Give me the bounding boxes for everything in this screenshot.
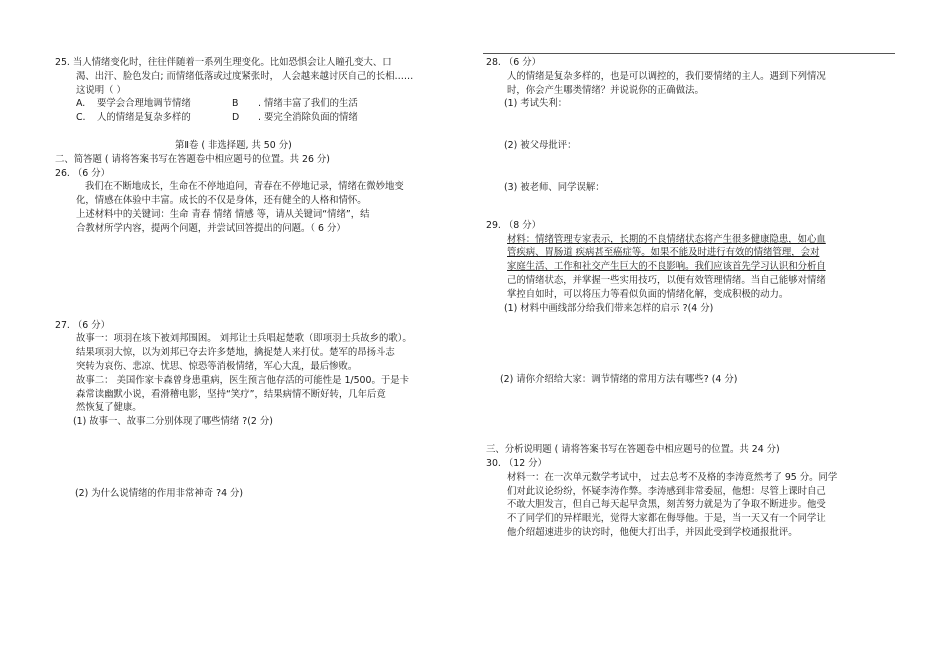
q26-line: 上述材料中的关键词：生命 青春 情绪 情感 等，请从关键词“情绪”，结 bbox=[76, 208, 370, 220]
option-key: C. bbox=[76, 112, 86, 124]
q29-sub1: (1) 材料中画线部分给我们带来怎样的启示 ?(4 分) bbox=[504, 302, 714, 314]
q25-line: 25. 当人情绪变化时，往往伴随着一系列生理变化。比如恐惧会让人瞳孔变大、口 bbox=[55, 57, 392, 68]
q27-line: 突转为哀伤、悲凉、忧思、惊恐等消极情绪，军心大乱，最后惨败。 bbox=[76, 360, 358, 372]
q29-underlined-line: 材料：情绪管理专家表示，长期的不良情绪状态将产生很多健康隐患，如心血 bbox=[507, 233, 826, 245]
section2-heading: 二、简答题 ( 请将答案书写在答题卷中相应题号的位置。共 26 分) bbox=[55, 153, 330, 165]
option-key: B bbox=[232, 98, 239, 110]
q25-line: 这说明（ ） bbox=[76, 84, 126, 96]
q29-line: 掌控自如时，可以将压力等看似负面的情绪化解，变成积极的动力。 bbox=[507, 288, 789, 300]
option-key: D bbox=[232, 112, 240, 124]
q30-head: 30. （12 分） bbox=[486, 457, 547, 469]
question-30 bbox=[486, 457, 904, 540]
q30-line: 们对此议论纷纷，怀疑李涛作弊。李涛感到非常委屈，他想：尽管上课时自己 bbox=[507, 485, 826, 497]
option-text: 人的情绪是复杂多样的 bbox=[97, 112, 191, 124]
question-29 bbox=[486, 219, 904, 387]
question-28 bbox=[486, 56, 904, 195]
q30-line: 材料一：在一次单元数学考试中， 过去总考不及格的李涛竟然考了 95 分。同学 bbox=[507, 471, 838, 483]
question-25 bbox=[55, 56, 473, 125]
q28-sub3: (3) 被老师、同学误解： bbox=[504, 181, 605, 193]
q27-sub2: (2) 为什么说情绪的作用非常神奇 ?4 分) bbox=[75, 487, 244, 499]
option-text: . 情绪丰富了我们的生活 bbox=[258, 98, 358, 110]
right-column bbox=[486, 56, 904, 540]
q27-sub1: (1) 故事一、故事二分别体现了哪些情绪 ?(2 分) bbox=[73, 416, 273, 428]
q30-line: 不敢大胆发言，但自己每天起早贪黑，刻苦努力就是为了争取不断进步。他受 bbox=[507, 499, 826, 511]
q27-head: 27. （6 分） bbox=[55, 319, 110, 331]
option-text: . 要完全消除负面的情绪 bbox=[258, 112, 358, 124]
q29-sub2: (2) 请你介绍给大家：调节情绪的常用方法有哪些? (4 分) bbox=[500, 374, 738, 386]
question-27 bbox=[55, 319, 473, 501]
section3-heading: 三、分析说明题 ( 请将答案书写在答题卷中相应题号的位置。共 24 分) bbox=[486, 444, 780, 456]
q27-line: 结果项羽大惊，以为刘邦已夺去许多楚地，擒捉楚人来打仗。楚军的昂扬斗志 bbox=[76, 347, 395, 359]
q28-line: 人的情绪是复杂多样的，也是可以调控的，我们要情绪的主人。遇到下列情况 bbox=[507, 70, 826, 82]
q27-line: 故事一：项羽在垓下被刘邦围困。 刘邦让士兵唱起楚歌（即项羽士兵故乡的歌）。 bbox=[76, 333, 412, 345]
question-26 bbox=[55, 167, 473, 236]
q27-line: 故事二： 美国作家卡森曾身患重病，医生预言他存活的可能性是 1/500。于是卡 bbox=[76, 374, 409, 386]
option-key: A. bbox=[76, 98, 86, 110]
top-rule bbox=[483, 53, 895, 54]
q26-line: 我们在不断地成长，生命在不停地追问，青春在不停地记录，情绪在微妙地变 bbox=[85, 181, 404, 193]
q25-option-row bbox=[55, 111, 473, 125]
q26-line: 合教材所学内容，提两个问题，并尝试回答提出的问题。（ 6 分） bbox=[76, 222, 346, 234]
q25-line: 渴、出汗、脸色发白; 而情绪低落或过度紧张时， 人会越来越讨厌自己的长相…… bbox=[76, 70, 414, 82]
left-column bbox=[55, 56, 473, 501]
q28-head: 28. （6 分） bbox=[486, 57, 541, 68]
q28-sub2: (2) 被父母批评： bbox=[504, 140, 577, 152]
q29-underlined-line: 家庭生活、工作和社交产生巨大的不良影响。我们应该首先学习认识和分析自 bbox=[507, 261, 826, 273]
q30-line: 不了同学们的异样眼光，觉得大家都在侮辱他。于是，当一天又有一个同学让 bbox=[507, 513, 826, 525]
q30-line: 他介绍超速进步的诀窍时，他便大打出手，并因此受到学校通报批评。 bbox=[507, 526, 798, 538]
q29-line: 己的情绪状态，并掌握一些实用技巧，以便有效管理情绪。当自己能够对情绪 bbox=[507, 274, 826, 286]
q28-line: 时，你会产生哪类情绪？并说说你的正确做法。 bbox=[507, 84, 704, 96]
q26-head: 26. （6 分） bbox=[55, 167, 110, 179]
q25-option-row bbox=[55, 97, 473, 111]
q28-sub1: (1) 考试失利： bbox=[504, 98, 568, 110]
q29-underlined-line: 管疾病、胃肠道 疾病甚至癌症等。如果不能及时进行有效的情绪管理，会对 bbox=[507, 247, 820, 259]
q27-line: 然恢复了健康。 bbox=[76, 402, 142, 414]
option-text: 要学会合理地调节情绪 bbox=[97, 98, 191, 110]
q27-line: 森常读幽默小说，看滑稽电影，坚持“笑疗”，结果病情不断好转，几年后竟 bbox=[76, 388, 386, 400]
q29-head: 29. （8 分） bbox=[486, 219, 541, 231]
part2-title: 第Ⅱ卷 ( 非选择题, 共 50 分) bbox=[175, 139, 292, 151]
q26-line: 化，情感在体验中丰富。成长的不仅是身体，还有健全的人格和情怀。 bbox=[76, 195, 367, 207]
